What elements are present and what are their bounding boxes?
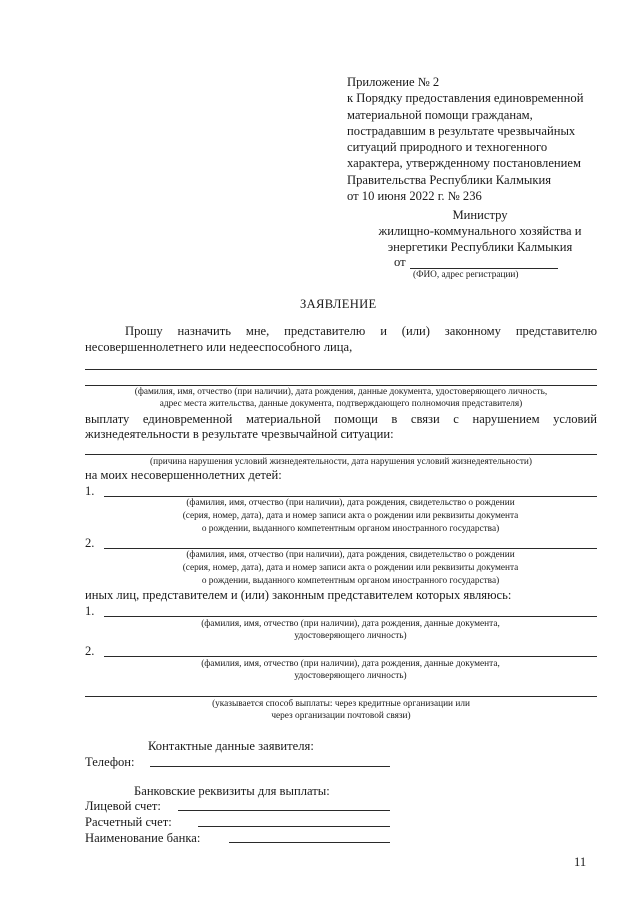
other-2-field-line[interactable]: [104, 656, 597, 657]
settlement-account-field-line[interactable]: [198, 826, 390, 827]
phone-field-line[interactable]: [150, 766, 390, 767]
other-1-caption-1: (фамилия, имя, отчество (при наличии), дата рождения, данные документа,: [201, 619, 500, 629]
document-title: ЗАЯВЛЕНИЕ: [300, 297, 377, 311]
child-2-caption-3: о рождении, выданного компетентным органом иностранного государства): [201, 576, 500, 586]
applicant-caption-1: (фамилия, имя, отчество (при наличии), дата рождения, данные документа, удостоверяющего личность,: [134, 387, 548, 397]
bank-name-label: Наименование банка:: [85, 831, 201, 845]
appendix-line: к Порядку предоставления единовременной: [347, 91, 584, 106]
personal-account-field-line[interactable]: [178, 810, 390, 811]
personal-account-label: Лицевой счет:: [85, 799, 161, 813]
payment-method-field-line[interactable]: [85, 696, 597, 697]
addressee-line: жилищно-коммунального хозяйства и: [378, 224, 582, 238]
payment-method-caption-2: через организации почтовой связи): [271, 711, 411, 721]
other-item-number: 2.: [85, 644, 95, 658]
from-label: от: [394, 255, 406, 269]
appendix-line: Правительства Республики Калмыкия: [347, 172, 552, 187]
appendix-line: от 10 июня 2022 г. № 236: [347, 189, 482, 204]
bank-heading: Банковские реквизиты для выплаты:: [134, 784, 330, 798]
payment-line-2: жизнедеятельности в результате чрезвычайной ситуации:: [85, 427, 394, 441]
addressee-block: [360, 207, 600, 255]
appendix-line: материальной помощи гражданам,: [347, 107, 533, 122]
other-2-caption-1: (фамилия, имя, отчество (при наличии), дата рождения, данные документа,: [201, 659, 500, 669]
child-1-caption-1: (фамилия, имя, отчество (при наличии), дата рождения, свидетельство о рождении: [186, 498, 515, 508]
appendix-block: [347, 74, 583, 204]
appendix-line: пострадавшим в результате чрезвычайных: [347, 123, 576, 138]
other-1-caption-2: удостоверяющего личность): [294, 631, 407, 641]
child-item-number: 2.: [85, 536, 95, 550]
child-1-caption-3: о рождении, выданного компетентным органом иностранного государства): [201, 524, 500, 534]
addressee-line: Министру: [452, 208, 508, 222]
payment-method-caption-1: (указывается способ выплаты: через кредитные организации или: [212, 699, 470, 709]
request-line-1: Прошу назначить мне, представителю и (или) законному представителю: [125, 324, 597, 338]
reason-field-line[interactable]: [85, 454, 597, 455]
contacts-heading: Контактные данные заявителя:: [148, 739, 314, 753]
children-label: на моих несовершеннолетних детей:: [85, 468, 282, 482]
appendix-line: Приложение № 2: [347, 75, 440, 89]
child-item-number: 1.: [85, 484, 95, 498]
bank-name-field-line[interactable]: [229, 842, 390, 843]
appendix-line: характера, утвержденному постановлением: [347, 156, 581, 171]
appendix-line: ситуаций природного и техногенного: [347, 140, 548, 155]
others-label: иных лиц, представителем и (или) законным представителем которых являюсь:: [85, 588, 512, 602]
child-2-caption-2: (серия, номер, дата), дата и номер записи акта о рождении или реквизиты документа: [182, 563, 519, 573]
phone-label: Телефон:: [85, 755, 135, 769]
applicant-field-line-1[interactable]: [85, 369, 597, 370]
from-caption: (ФИО, адрес регистрации): [413, 270, 519, 280]
child-1-caption-2: (серия, номер, дата), дата и номер записи акта о рождении или реквизиты документа: [182, 511, 519, 521]
other-2-caption-2: удостоверяющего личность): [294, 671, 407, 681]
other-1-field-line[interactable]: [104, 616, 597, 617]
request-line-2: несовершеннолетнего или недееспособного лица,: [85, 340, 353, 354]
settlement-account-label: Расчетный счет:: [85, 815, 172, 829]
child-2-caption-1: (фамилия, имя, отчество (при наличии), дата рождения, свидетельство о рождении: [186, 550, 515, 560]
addressee-line: энергетики Республики Калмыкия: [387, 240, 573, 254]
page-number: 11: [574, 855, 587, 869]
other-item-number: 1.: [85, 604, 95, 618]
reason-caption: (причина нарушения условий жизнедеятельности, дата нарушения условий жизнедеятельности): [150, 457, 532, 467]
applicant-caption-2: адрес места жительства, данные документа, подтверждающего полномочия представителя): [159, 399, 523, 409]
payment-line-1: выплату единовременной материальной помощи в связи с нарушением условий: [85, 412, 597, 426]
